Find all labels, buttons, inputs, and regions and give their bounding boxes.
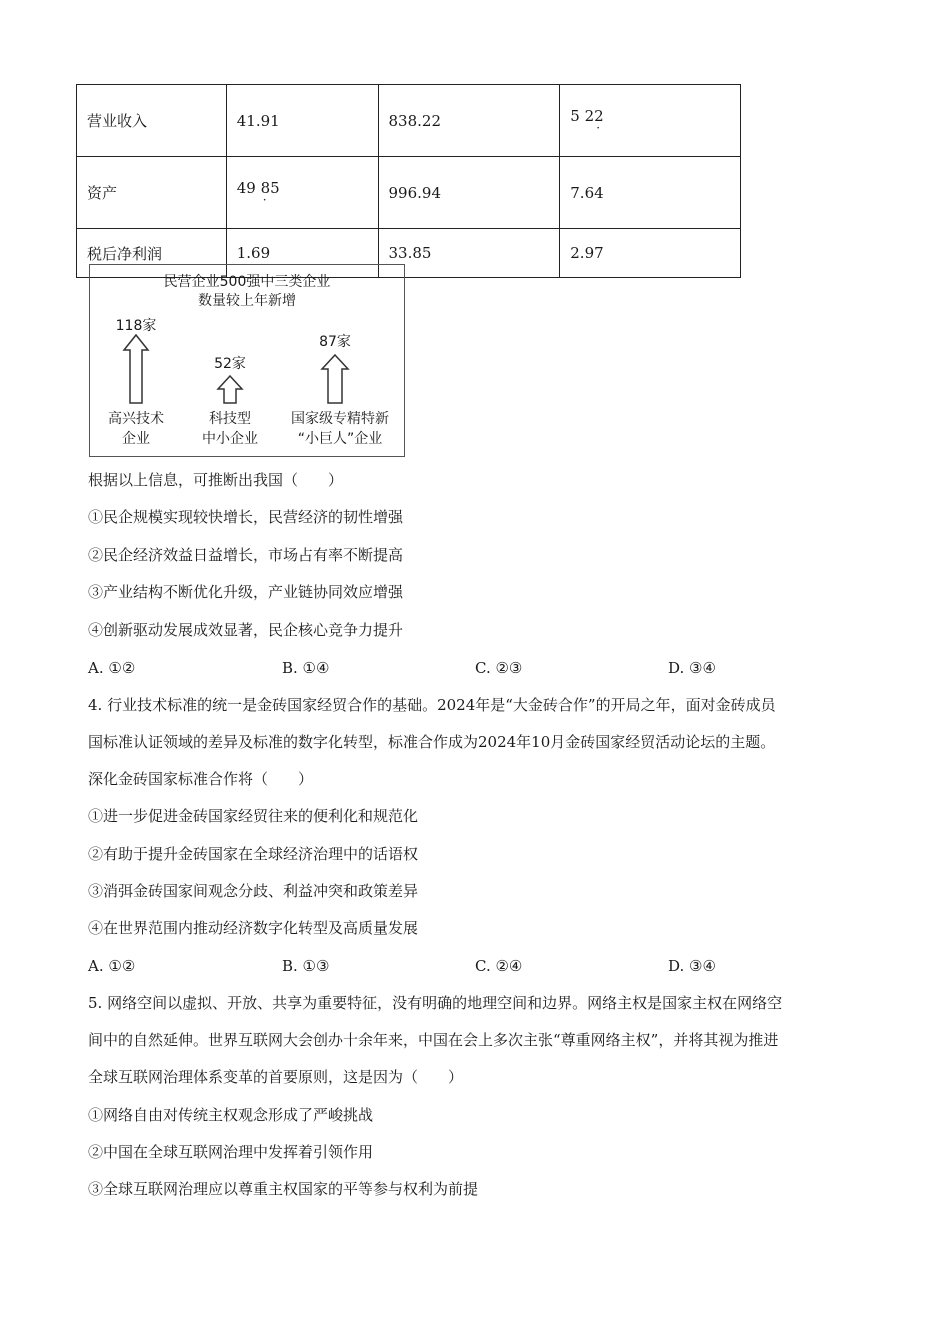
category-label-line: 高兴技术 (108, 411, 164, 427)
category-label-line: 中小企业 (202, 431, 258, 447)
cell-value: 5 22 (570, 106, 604, 125)
emphasis-dot: · (596, 120, 601, 135)
table-cell: 资产 (77, 157, 227, 229)
option-a[interactable]: A. ①② (88, 659, 136, 677)
table-cell: 41.91 (226, 85, 378, 157)
table-row (77, 85, 741, 157)
up-arrow-icon (322, 355, 348, 403)
question-5-text: 5. 网络空间以虚拟、开放、共享为重要特征，没有明确的地理空间和边界。网络主权是国家主权在网络空 (88, 994, 783, 1012)
category-label-line: 企业 (122, 431, 150, 447)
question-stem: 根据以上信息，可推断出我国（ ） (88, 471, 344, 489)
statement-3: ③全球互联网治理应以尊重主权国家的平等参与权利为前提 (88, 1180, 479, 1198)
option-d[interactable]: D. ③④ (668, 659, 716, 677)
category-label-line: 科技型 (209, 411, 251, 427)
table-row (77, 157, 741, 229)
table-cell (560, 85, 741, 157)
statement-4: ④创新驱动发展成效显著，民企核心竞争力提升 (88, 621, 404, 639)
category-label (190, 409, 270, 449)
dotted-number (570, 106, 604, 135)
dotted-number (236, 178, 280, 207)
enterprise-data-table (76, 84, 741, 278)
option-b[interactable]: B. ①③ (282, 957, 330, 975)
cell-value: 49 85 (236, 178, 280, 197)
category-label (280, 409, 400, 449)
category-label-line: “小巨人”企业 (297, 431, 383, 447)
table-cell: 7.64 (560, 157, 741, 229)
value-label: 118家 (115, 318, 157, 334)
statement-4: ④在世界范围内推动经济数字化转型及高质量发展 (88, 919, 419, 937)
table-cell: 1.69 (226, 229, 378, 278)
new-enterprises-figure (89, 264, 405, 457)
question-4-text: 国标准认证领域的差异及标准的数字化转型，标准合作成为2024年10月金砖国家经贸活动论坛的主题。 (88, 733, 776, 751)
value-label: 87家 (319, 334, 351, 350)
table-cell: 996.94 (378, 157, 560, 229)
option-b[interactable]: B. ①④ (282, 659, 330, 677)
option-c[interactable]: C. ②③ (475, 659, 523, 677)
option-a[interactable]: A. ①② (88, 957, 136, 975)
table-cell: 2.97 (560, 229, 741, 278)
table-cell: 33.85 (378, 229, 560, 278)
up-arrow-icon (218, 376, 242, 403)
table-cell: 838.22 (378, 85, 560, 157)
statement-1: ①进一步促进金砖国家经贸往来的便利化和规范化 (88, 807, 419, 825)
statement-3: ③消弭金砖国家间观念分歧、利益冲突和政策差异 (88, 882, 419, 900)
option-c[interactable]: C. ②④ (475, 957, 523, 975)
figure-title-line: 民营企业500强中三类企业 (163, 274, 331, 290)
statement-2: ②有助于提升金砖国家在全球经济治理中的话语权 (88, 845, 419, 863)
statement-2: ②中国在全球互联网治理中发挥着引领作用 (88, 1143, 374, 1161)
table-cell (226, 157, 378, 229)
statement-3: ③产业结构不断优化升级，产业链协同效应增强 (88, 583, 404, 601)
table-cell: 营业收入 (77, 85, 227, 157)
table-cell: 税后净利润 (77, 229, 227, 278)
statement-1: ①民企规模实现较快增长，民营经济的韧性增强 (88, 508, 404, 526)
statement-1: ①网络自由对传统主权观念形成了严峻挑战 (88, 1106, 374, 1124)
statement-2: ②民企经济效益日益增长，市场占有率不断提高 (88, 546, 404, 564)
emphasis-dot: · (262, 192, 267, 207)
category-label (96, 409, 176, 449)
category-label-line: 国家级专精特新 (291, 411, 389, 427)
question-4-text: 4. 行业技术标准的统一是金砖国家经贸合作的基础。2024年是“大金砖合作”的开局之年，面对金砖成员 (88, 696, 776, 714)
value-label: 52家 (214, 356, 246, 372)
question-5-text: 全球互联网治理体系变革的首要原则，这是因为（ ） (88, 1068, 464, 1086)
figure-title-line: 数量较上年新增 (198, 293, 296, 309)
option-d[interactable]: D. ③④ (668, 957, 716, 975)
question-5-text: 间中的自然延伸。世界互联网大会创办十余年来，中国在会上多次主张“尊重网络主权”，并将其视为推进 (88, 1031, 779, 1049)
up-arrow-icon (124, 335, 148, 403)
question-4-text: 深化金砖国家标准合作将（ ） (88, 770, 314, 788)
